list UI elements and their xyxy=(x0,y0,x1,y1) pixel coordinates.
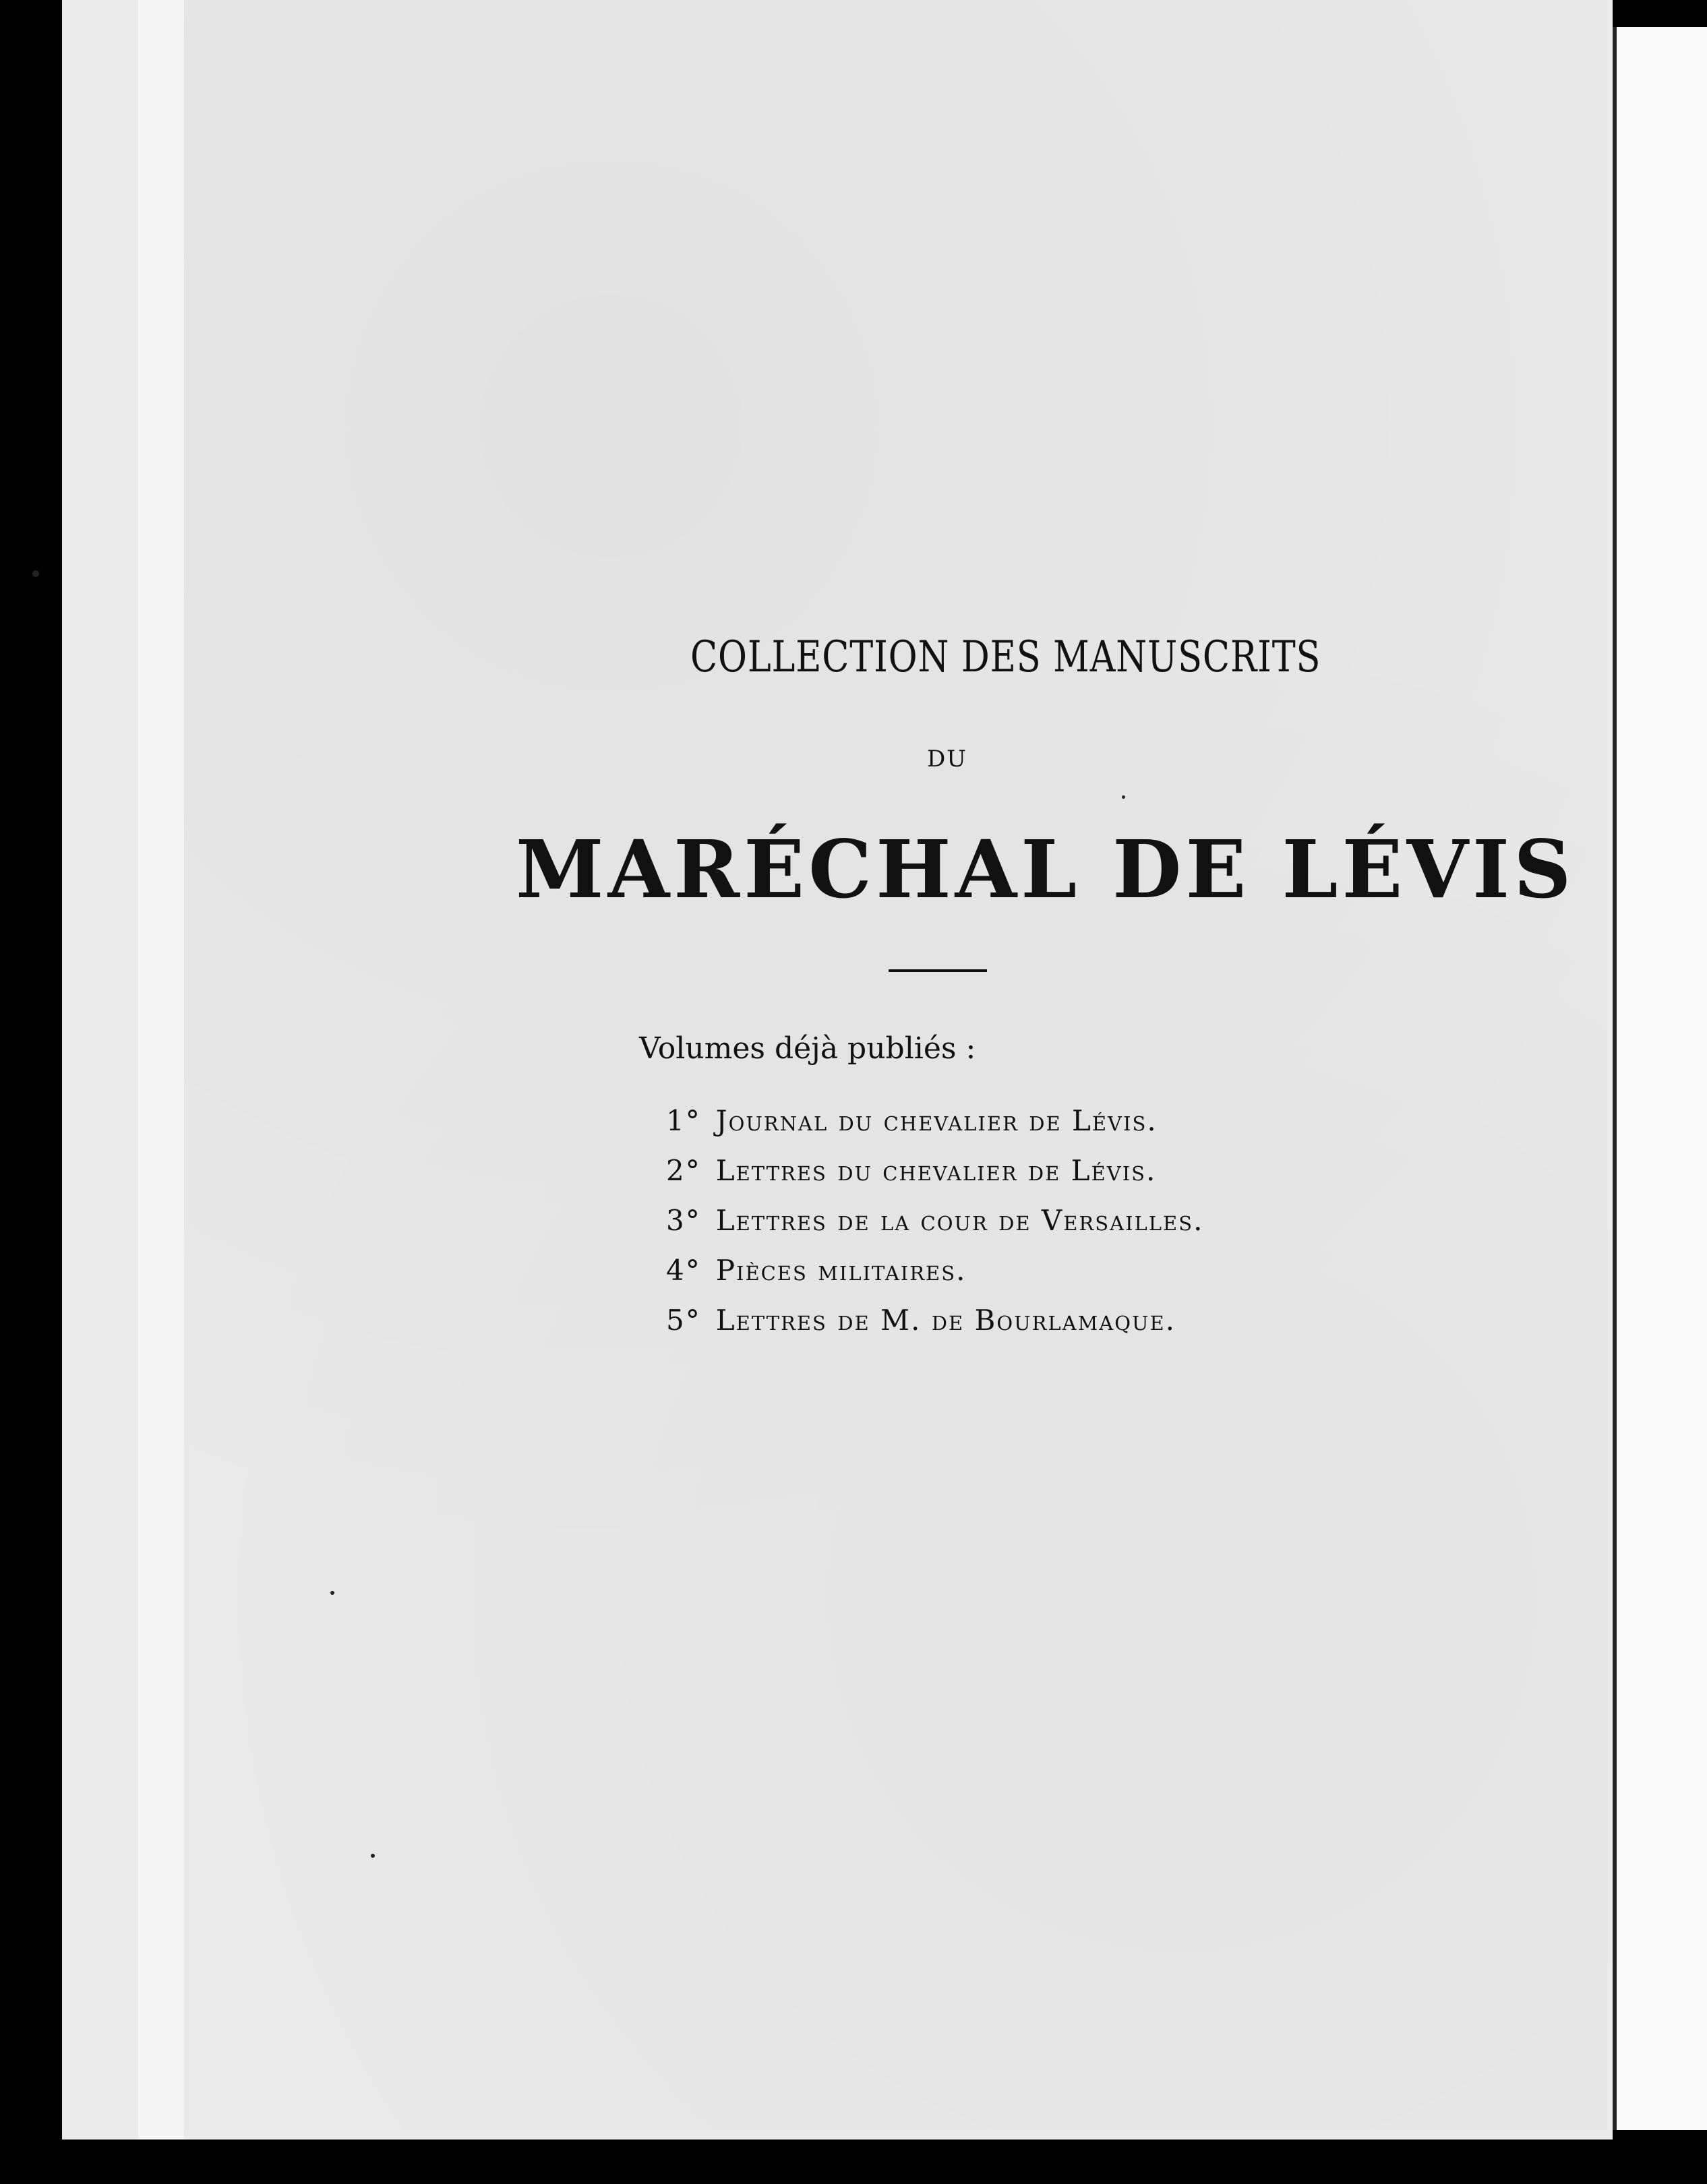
volume-title: Lettres de la cour de Versailles. xyxy=(715,1204,1204,1237)
volume-number: 2° xyxy=(666,1154,701,1187)
scan-speck xyxy=(1122,795,1125,799)
main-title: MARÉCHAL DE LÉVIS xyxy=(516,822,1576,916)
title-divider xyxy=(889,969,987,972)
volumes-heading: Volumes déjà publiés : xyxy=(639,1031,976,1066)
volume-list xyxy=(666,1096,1203,1345)
title-connector: DU xyxy=(927,746,967,772)
volume-item xyxy=(666,1196,1203,1246)
volume-title: Pièces militaires. xyxy=(715,1254,967,1287)
volume-item xyxy=(666,1246,1203,1296)
page-leaf-edge xyxy=(138,0,184,2140)
volume-number: 5° xyxy=(666,1304,701,1337)
volume-number: 1° xyxy=(666,1104,701,1137)
volume-number: 4° xyxy=(666,1254,701,1287)
volume-item xyxy=(666,1296,1203,1345)
volume-number: 3° xyxy=(666,1204,701,1237)
adjacent-page-edge xyxy=(1613,27,1707,2130)
volume-title: Lettres de M. de Bourlamaque. xyxy=(715,1304,1176,1337)
scan-speck xyxy=(371,1854,375,1858)
volume-title: Journal du chevalier de Lévis. xyxy=(715,1104,1158,1137)
collection-title: COLLECTION DES MANUSCRITS xyxy=(690,632,1321,682)
volume-item xyxy=(666,1146,1203,1196)
volume-title: Lettres du chevalier de Lévis. xyxy=(715,1154,1157,1187)
scan-speck xyxy=(330,1591,334,1595)
volume-item xyxy=(666,1096,1203,1146)
scan-speck xyxy=(32,570,39,577)
